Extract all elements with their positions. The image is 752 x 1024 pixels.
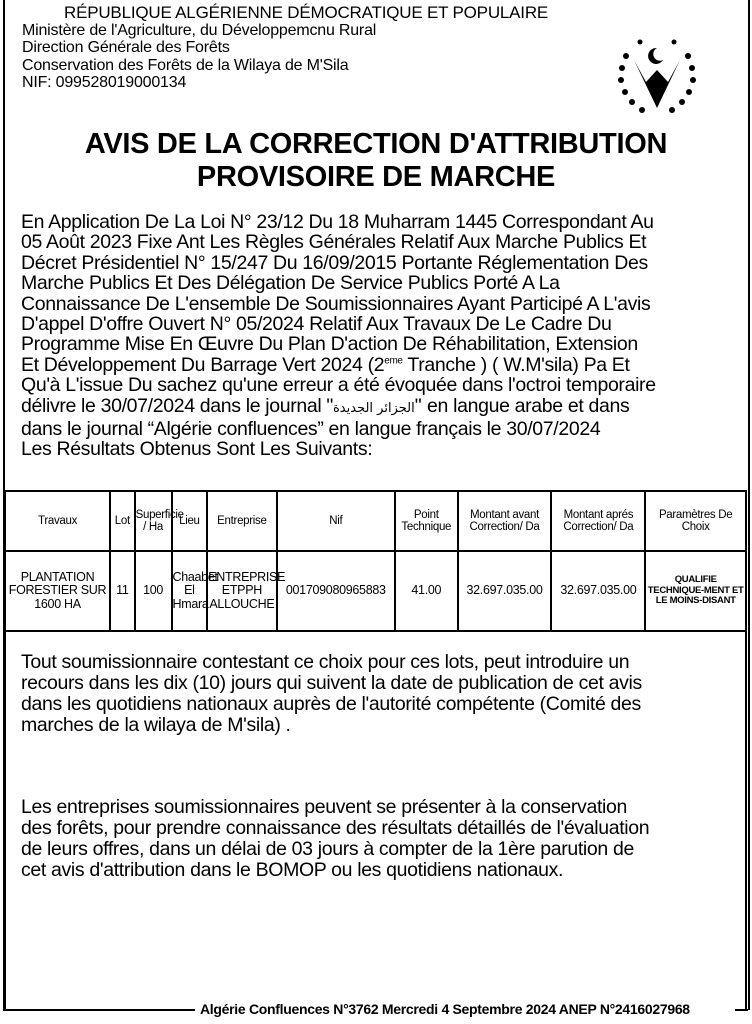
intro-line: D'appel D'offre Ouvert N° 05/2024 Relatif Aux Travaux De Le Cadre Du (21, 313, 612, 336)
recours-line: recours dans les dix (10) jours qui suivent la date de publication de cet avis (21, 672, 642, 694)
cell-montant-apres: 32.697.035.00 (551, 551, 645, 631)
publication-info: Algérie Confluences N°3762 Mercredi 4 Septembre 2024 ANEP N°2416027968 (200, 1001, 690, 1017)
direction-name: Direction Générale des Forêts (22, 39, 230, 56)
footer-rule-left (3, 1009, 195, 1011)
intro-line (21, 355, 656, 375)
page-title (0, 128, 752, 194)
recours-line: marches de la wilaya de M'sila) . (21, 714, 291, 736)
intro-text: " en langue arabe et dans (414, 394, 630, 417)
column-header: Superficie / Ha (135, 491, 172, 551)
superscript: eme (384, 355, 403, 367)
intro-line: Décret Présidentiel N° 15/247 Du 16/09/2015 Portante Réglementation Des (21, 251, 648, 274)
intro-text: délivre le 30/07/2024 dans le journal " (21, 394, 333, 417)
intro-line: Qu'à L'issue Du sachez qu'une erreur a été évoquée dans l'octroi temporaire (21, 374, 656, 397)
intro-line: dans le journal “Algérie confluences” en langue français le 30/07/2024 (21, 418, 601, 441)
intro-line: Marche Publics Et Des Délégation De Service Publics Porté A La (21, 272, 560, 295)
footer-rule-right (735, 1009, 748, 1011)
letterhead (22, 4, 548, 92)
nif-number: NIF: 099528019000134 (22, 74, 187, 91)
table-row (5, 551, 746, 631)
intro-line (21, 396, 656, 419)
intro-line: Connaissance De L'ensemble De Soumissionnaires Ayant Participé A L'avis (21, 292, 651, 315)
title-line-1: AVIS DE LA CORRECTION D'ATTRIBUTION (84, 128, 668, 160)
conservation-name: Conservation des Forêts de la Wilaya de M'Sila (22, 56, 349, 74)
info-line: de leurs offres, dans un délai de 03 jours à compter de la 1ère parution de (21, 838, 634, 860)
column-header: Entreprise (207, 491, 276, 551)
cell-lieu: Chaabet El Hmara (172, 551, 208, 631)
republic-name: RÉPUBLIQUE ALGÉRIENNE DÉMOCRATIQUE ET POPULAIRE (64, 3, 549, 22)
cell-point-technique: 41.00 (395, 551, 458, 631)
column-header: Montant avant Correction/ Da (458, 491, 552, 551)
cell-nif: 001709080965883 (277, 551, 395, 631)
cell-lot: 11 (110, 551, 135, 631)
cell-travaux: PLANTATION FORESTIER SUR 1600 HA (5, 551, 110, 631)
cell-parametres: QUALIFIE TECHNIQUE-MENT ET LE MOINS-DISANT (645, 551, 746, 631)
info-line: cet avis d'attribution dans le BOMOP ou les quotidiens nationaux. (21, 859, 564, 881)
intro-line: En Application De La Loi N° 23/12 Du 18 Muharram 1445 Correspondant Au (21, 211, 654, 233)
national-emblem-icon (612, 30, 702, 115)
cell-superficie: 100 (135, 551, 172, 631)
info-line: Les entreprises soumissionnaires peuvent se présenter à la conservation (21, 796, 627, 818)
column-header: Montant aprés Correction/ Da (551, 491, 645, 551)
recours-paragraph (21, 652, 642, 736)
intro-text: Tranche ) ( W.M'sila) Pa Et (402, 353, 630, 376)
column-header: Point Technique (395, 491, 458, 551)
arabic-newspaper-name: الجزائر الجديدة (333, 400, 415, 416)
intro-line: 05 Août 2023 Fixe Ant Les Règles Générales Relatif Aux Marche Publics Et (21, 231, 647, 254)
info-line: des forêts, pour prendre connaissance des résultats détaillés de l'évaluation (21, 817, 650, 839)
info-paragraph (21, 797, 649, 881)
cell-montant-avant: 32.697.035.00 (458, 551, 552, 631)
column-header: Paramètres De Choix (645, 491, 746, 551)
column-header: Lieu (172, 491, 208, 551)
cell-entreprise: ENTREPRISE ETPPH ALLOUCHE (207, 551, 276, 631)
intro-line: Programme Mise En Œuvre Du Plan D'action De Réhabilitation, Extension (21, 333, 638, 356)
table-header-row (5, 491, 746, 551)
recours-line: Tout soumissionnaire contestant ce choix pour ces lots, peut introduire un (21, 651, 630, 673)
footer (0, 1000, 752, 1020)
intro-line: Les Résultats Obtenus Sont Les Suivants: (21, 438, 373, 461)
ministry-name: Ministère de l'Agriculture, du Développemcnu Rural (22, 21, 377, 39)
intro-paragraph (21, 212, 656, 460)
intro-text: Et Développement Du Barrage Vert 2024 (2 (21, 353, 385, 376)
column-header: Lot (110, 491, 135, 551)
column-header: Nif (277, 491, 395, 551)
column-header: Travaux (5, 491, 110, 551)
recours-line: dans les quotidiens nationaux auprès de l'autorité compétente (Comité des (21, 693, 641, 715)
results-table (4, 490, 747, 632)
title-line-2: PROVISOIRE DE MARCHE (196, 161, 556, 193)
